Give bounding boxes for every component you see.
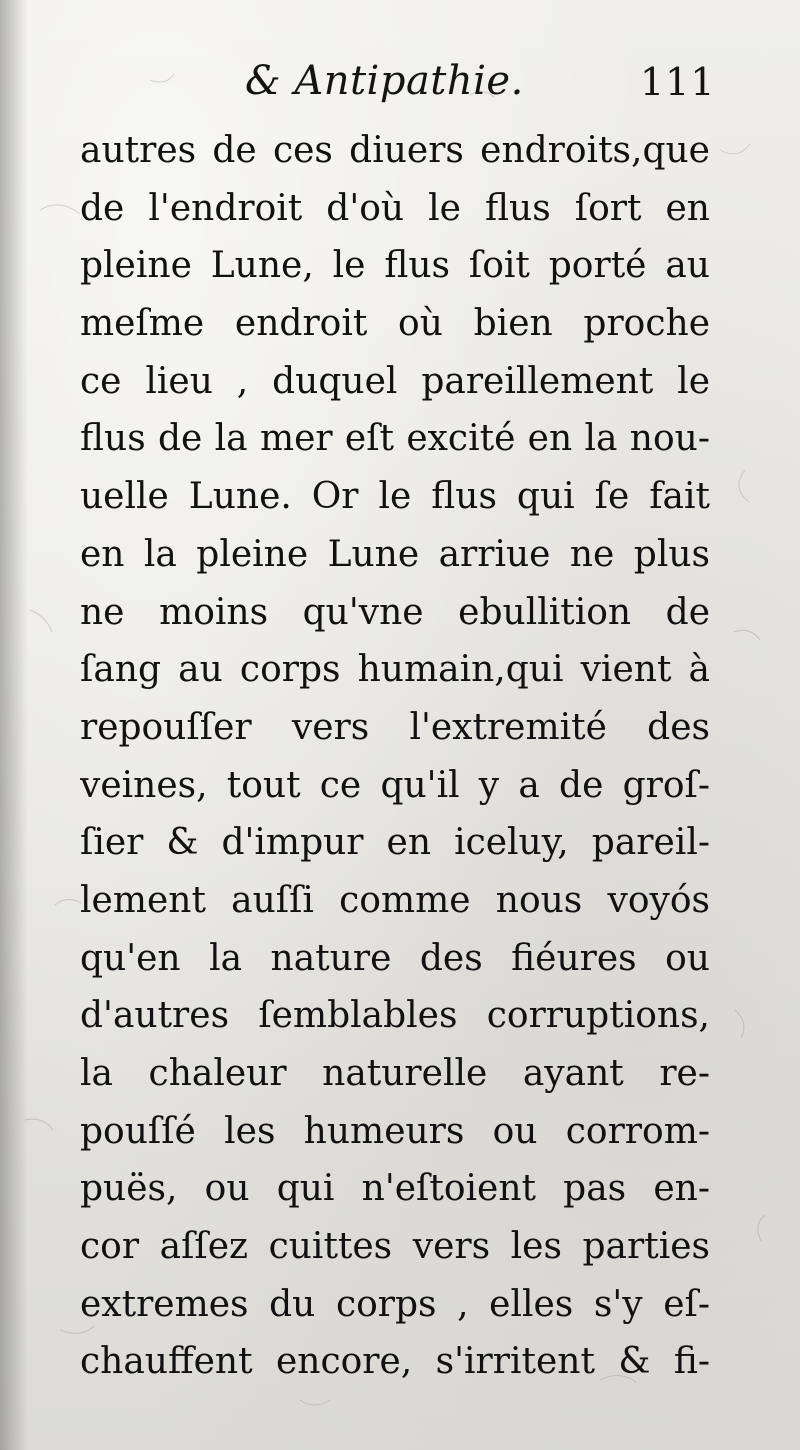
page-header <box>0 52 800 122</box>
text-line: extremes du corps , elles s'y eſ- <box>80 1283 710 1325</box>
text-line: veines, tout ce qu'il y a de groſ- <box>80 764 710 806</box>
text-line: puës, ou qui n'eſtoient pas en- <box>80 1168 710 1210</box>
text-line: la chaleur naturelle ayant re- <box>80 1053 710 1094</box>
text-line: chauffent encore, s'irritent & fi- <box>80 1341 710 1383</box>
text-line: pouſſé les humeurs ou corrom- <box>80 1110 710 1152</box>
text-line: cor aſſez cuittes vers les parties <box>80 1226 710 1268</box>
running-title: & Antipathie. <box>245 58 524 104</box>
text-line: ſang au corps humain,qui vient à <box>80 649 710 691</box>
text-line: ce lieu , duquel pareillement le <box>80 360 710 402</box>
text-line: de l'endroit d'où le flus ſort en <box>80 187 710 229</box>
body-text <box>80 122 710 1391</box>
text-line: ne moins qu'vne ebullition de <box>80 591 710 633</box>
text-line: flus de la mer eſt excité en la nou- <box>80 418 710 460</box>
text-line: uelle Lune. Or le flus qui ſe fait <box>80 476 710 518</box>
text-line: meſme endroit où bien proche <box>80 303 710 345</box>
text-line: qu'en la nature des fiéures ou <box>80 937 710 979</box>
text-line: en la pleine Lune arriue ne plus <box>80 533 710 575</box>
text-line: d'autres ſemblables corruptions, <box>80 995 710 1037</box>
text-line: lement auſſi comme nous voyós <box>80 879 710 921</box>
text-line: repouſſer vers l'extremité des <box>80 706 710 748</box>
text-line: autres de ces diuers endroits,que <box>80 130 710 171</box>
text-line: ſier & d'impur en iceluy, pareil- <box>80 822 710 864</box>
text-line: pleine Lune, le flus ſoit porté au <box>80 245 710 287</box>
page-number: 111 <box>640 60 716 104</box>
